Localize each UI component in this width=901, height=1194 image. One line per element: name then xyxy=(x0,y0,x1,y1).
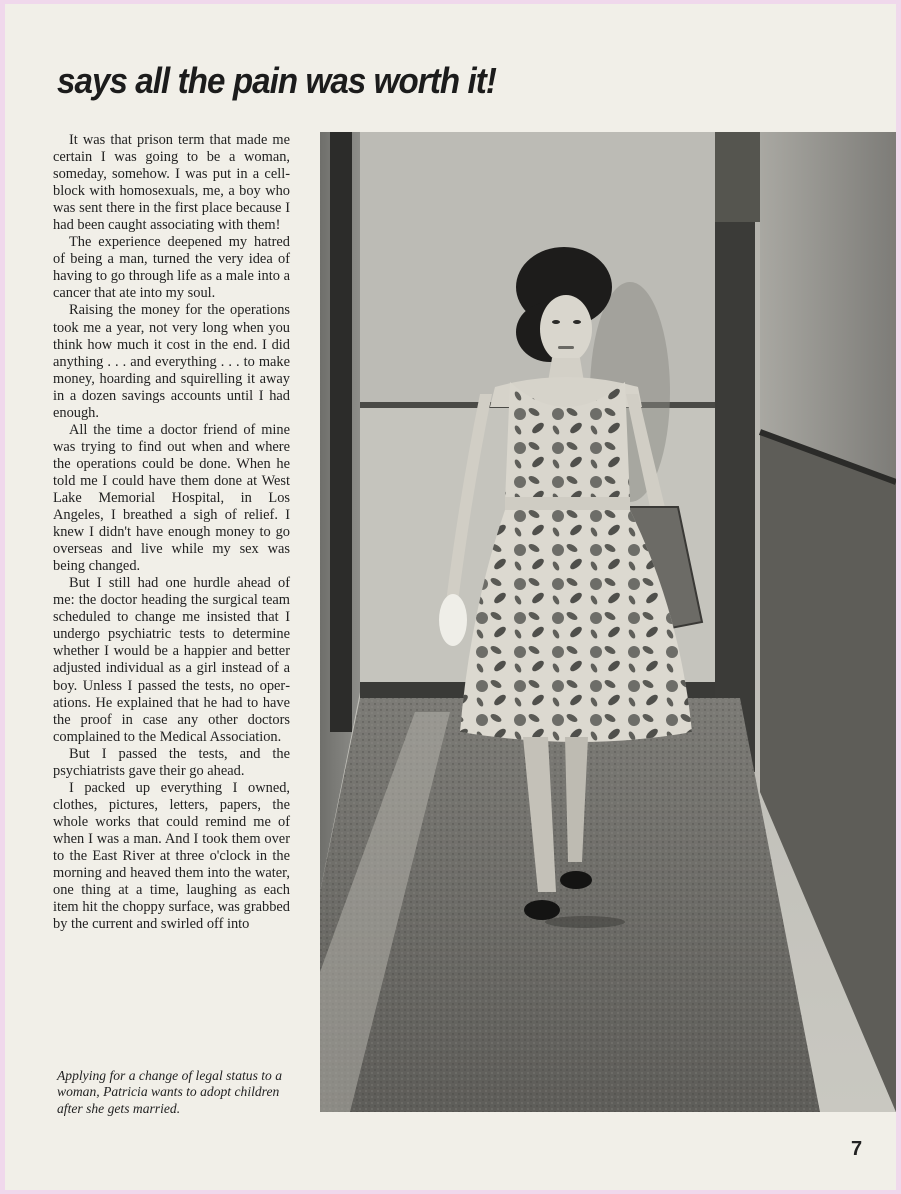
body-paragraph: All the time a doctor friend of mine was trying to find out when and where the operations could be done. When he told me I could have them done at West Lake Memorial Hospital, in Los Angeles, I breathed a sigh of relief. I knew I didn't have enough money to go overseas and live while my sex was being changed. xyxy=(53,421,290,575)
page-number: 7 xyxy=(851,1138,863,1160)
hallway-photo-illustration xyxy=(320,132,896,1112)
hallway-photo xyxy=(320,132,896,1112)
body-paragraph: It was that prison term that made me certain I was going to be a woman, someday, somehow. I was put in a cell-block with homosexuals, me, a boy who was sent there in the first place because I had been caught associating with them! xyxy=(53,132,290,234)
article-body xyxy=(53,132,290,933)
body-paragraph: Raising the money for the operations took me a year, not very long when you think how much it cost in the end. I did anything . . . and everything . . . to make money, hoarding and squirelling it away in a dozen savings accounts until I had enough. xyxy=(53,302,290,421)
body-paragraph: But I passed the tests, and the psychiatrists gave their go ahead. xyxy=(53,745,290,779)
magazine-page xyxy=(5,4,896,1190)
photo-caption: Applying for a change of legal status to a woman, Patricia wants to adopt children after she gets married. xyxy=(57,1068,283,1116)
body-paragraph: But I still had one hurdle ahead of me: the doctor heading the surgical team scheduled to change me insisted that I undergo psychiatric tests to determine whether I would be a happier and better adjusted individual as a girl instead of a boy. Unless I passed the tests, no operations. He explained that he had to have the proof in case any other doctors complained to the Medical Association. xyxy=(53,575,290,745)
body-paragraph: I packed up everything I owned, clothes, pictures, letters, papers, the whole works that could remind me of when I was a man. And I took them over to the East River at three o'clock in the morning and heaved them into the water, one thing at a time, laughing as each item hit the choppy surface, was grabbed by the current and swirled off into xyxy=(53,779,290,933)
body-paragraph: The experience deepened my hatred of being a man, turned the very idea of having to go through life as a male into a cancer that ate into my soul. xyxy=(53,234,290,302)
headline: says all the pain was worth it! xyxy=(57,60,496,101)
